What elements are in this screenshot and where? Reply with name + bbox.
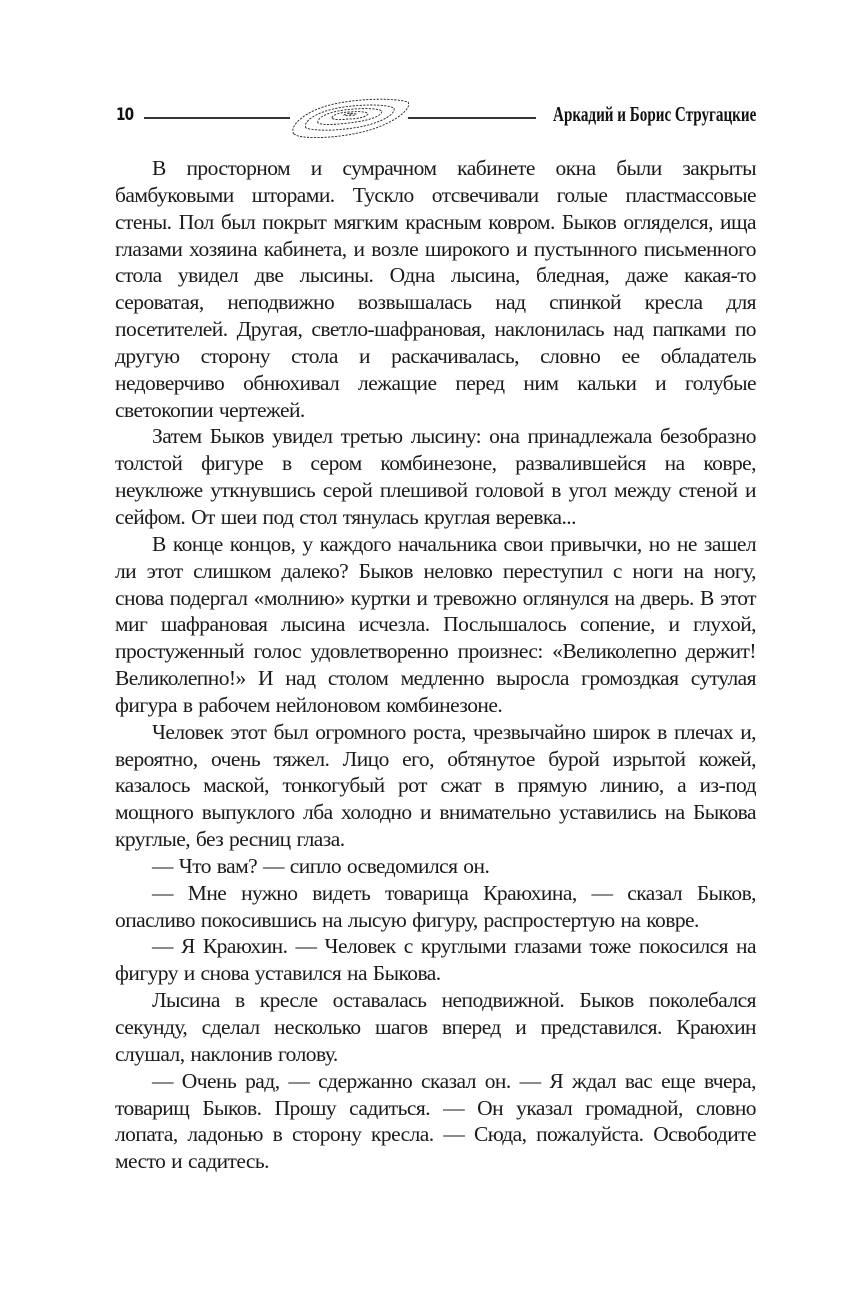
dialogue-paragraph: — Я Краюхин. — Человек с круглыми глазами тоже покосился на фигуру и снова уставился на Быкова.	[115, 934, 756, 986]
paragraph: Затем Быков увидел третью лысину: она принадлежала безобразно толстой фигуре в сером комбинезоне, развалившейся на ковре, неуклюже уткнувшись серой плешивой головой в угол между стеной и сейфом. От шеи под стол тянулась круглая веревка...	[115, 424, 756, 529]
paragraph: Человек этот был огромного роста, чрезвычайно широк в плечах и, вероятно, очень тяжел. Лицо его, обтянутое бурой изрытой кожей, казалось маской, тонкогубый рот сжат в прямую линию, а из-под мощного выпуклого лба холодно и внимательно уставились на Быкова круглые, без ресниц глаза.	[115, 719, 756, 852]
spiral-galaxy-ornament-icon	[286, 96, 414, 140]
body-text	[115, 155, 756, 1175]
paragraph: В просторном и сумрачном кабинете окна были закрыты бамбуковыми шторами. Тускло отсвечивали голые пластмассовые стены. Пол был покрыт мягким красным ковром. Быков огляделся, ища глазами хозяина кабинета, и возле широкого и пустынного письменного стола увидел две лысины. Одна лысина, бледная, даже какая-то сероватая, неподвижно возвышалась над спинкой кресла для посетителей. Другая, светло-шафрановая, наклонилась над папками по другую сторону стола и раскачивалась, словно ее обладатель недоверчиво обнюхивал лежащие перед ним кальки и голубые светокопии чертежей.	[115, 156, 756, 422]
dialogue-paragraph: — Очень рад, — сдержанно сказал он. — Я ждал вас еще вчера, товарищ Быков. Прошу садиться. — Он указал громадной, словно лопата, ладонью в сторону кресла. — Сюда, пожалуйста. Освободите место и садитесь.	[115, 1068, 756, 1174]
page-number: 10	[116, 105, 134, 125]
paragraph: В конце концов, у каждого начальника свои привычки, но не зашел ли этот слишком далеко? Быков неловко переступил с ноги на ногу, снова подергал «молнию» куртки и тревожно оглянулся на дверь. В этот миг шафрановая лысина исчезла. Послышалось сопение, и глухой, простуженный голос удовлетворенно произнес: «Великолепно держит! Великолепно!» И над столом медленно выросла громоздкая сутулая фигура в рабочем нейлоновом комбинезоне.	[115, 531, 756, 717]
page-header	[116, 96, 756, 140]
dialogue-paragraph: — Мне нужно видеть товарища Краюхина, — сказал Быков, опасливо покосившись на лысую фигуру, распростертую на ковре.	[115, 880, 756, 932]
running-title: Аркадий и Борис Стругацкие	[552, 102, 756, 126]
header-rule-left	[144, 117, 290, 119]
header-rule-right	[408, 117, 536, 119]
paragraph: Лысина в кресле оставалась неподвижной. Быков поколебался секунду, сделал несколько шагов вперед и представился. Краюхин слушал, наклонив голову.	[115, 988, 756, 1066]
dialogue-paragraph: — Что вам? — сипло осведомился он.	[152, 853, 490, 878]
